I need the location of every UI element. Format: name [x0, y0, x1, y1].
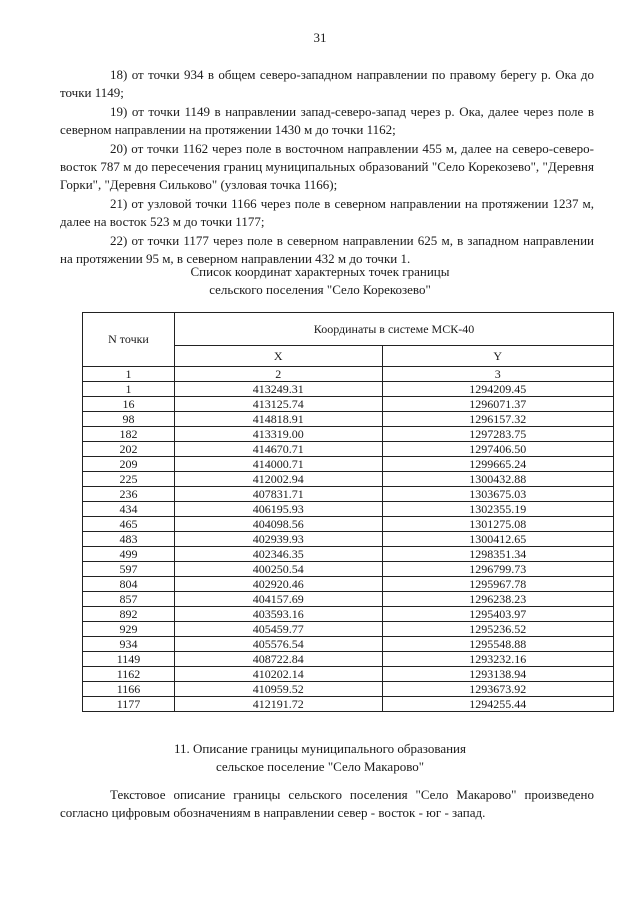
header-y: Y [382, 346, 613, 367]
cell-x: 413319.00 [175, 427, 383, 442]
table-row [83, 697, 614, 712]
cell-point-number: 225 [83, 472, 175, 487]
column-number-3: 3 [382, 367, 613, 382]
cell-y: 1295236.52 [382, 622, 613, 637]
cell-y: 1295548.88 [382, 637, 613, 652]
paragraph-22: 22) от точки 1177 через поле в северном направлении 625 м, в западном направлении на протяжении 95 м, в северном направлении 432 м до точки 1. [60, 233, 594, 266]
cell-point-number: 934 [83, 637, 175, 652]
cell-y: 1296238.23 [382, 592, 613, 607]
cell-point-number: 1177 [83, 697, 175, 712]
cell-y: 1293232.16 [382, 652, 613, 667]
cell-x: 414000.71 [175, 457, 383, 472]
table-row [83, 427, 614, 442]
cell-point-number: 209 [83, 457, 175, 472]
cell-point-number: 465 [83, 517, 175, 532]
cell-y: 1297406.50 [382, 442, 613, 457]
cell-point-number: 1166 [83, 682, 175, 697]
table-body [83, 382, 614, 712]
cell-point-number: 182 [83, 427, 175, 442]
table-row [83, 637, 614, 652]
cell-point-number: 1149 [83, 652, 175, 667]
cell-y: 1294255.44 [382, 697, 613, 712]
table-row [83, 532, 614, 547]
cell-y: 1299665.24 [382, 457, 613, 472]
page-number: 31 [313, 30, 327, 45]
cell-x: 413249.31 [175, 382, 383, 397]
table-row [83, 397, 614, 412]
cell-y: 1293138.94 [382, 667, 613, 682]
cell-y: 1298351.34 [382, 547, 613, 562]
paragraph-18: 18) от точки 934 в общем северо-западном направлении по правому берегу р. Ока до точки 1149; [60, 67, 594, 100]
cell-point-number: 1162 [83, 667, 175, 682]
coordinates-table [82, 312, 614, 712]
cell-point-number: 1 [83, 382, 175, 397]
cell-y: 1295967.78 [382, 577, 613, 592]
cell-point-number: 202 [83, 442, 175, 457]
table-row [83, 622, 614, 637]
header-coordinate-system: Координаты в системе МСК-40 [175, 313, 614, 346]
table-row [83, 502, 614, 517]
closing-text [60, 786, 594, 822]
cell-x: 413125.74 [175, 397, 383, 412]
column-number-2: 2 [175, 367, 383, 382]
cell-y: 1301275.08 [382, 517, 613, 532]
section-title-line-1: 11. Описание границы муниципального образования [173, 741, 466, 756]
cell-y: 1295403.97 [382, 607, 613, 622]
cell-point-number: 857 [83, 592, 175, 607]
closing-paragraph: Текстовое описание границы сельского поселения "Село Макарово" произведено согласно цифровым обозначениям в направлении север - восток - юг - запад. [60, 787, 594, 820]
section-title [0, 740, 640, 776]
cell-x: 414818.91 [175, 412, 383, 427]
cell-y: 1297283.75 [382, 427, 613, 442]
cell-x: 402920.46 [175, 577, 383, 592]
table-title-line-2: сельского поселения "Село Корекозево" [209, 282, 431, 297]
cell-point-number: 597 [83, 562, 175, 577]
cell-point-number: 483 [83, 532, 175, 547]
cell-y: 1296799.73 [382, 562, 613, 577]
cell-y: 1300432.88 [382, 472, 613, 487]
paragraph-20: 20) от точки 1162 через поле в восточном направлении 455 м, далее на северо-северо-восток 787 м до пересечения границ муниципальных образований "Село Корекозево", "Деревня Горки", "Деревня Сильково" (узловая точка 1166); [60, 141, 594, 192]
table-row [83, 682, 614, 697]
cell-point-number: 929 [83, 622, 175, 637]
cell-x: 404157.69 [175, 592, 383, 607]
table-row [83, 547, 614, 562]
cell-point-number: 804 [83, 577, 175, 592]
section-title-line-2: сельское поселение "Село Макарово" [215, 759, 425, 774]
table-title-line-1: Список координат характерных точек границы [190, 264, 450, 279]
cell-x: 408722.84 [175, 652, 383, 667]
cell-x: 412002.94 [175, 472, 383, 487]
table-row [83, 652, 614, 667]
cell-y: 1296071.37 [382, 397, 613, 412]
table-row [83, 517, 614, 532]
cell-y: 1294209.45 [382, 382, 613, 397]
cell-y: 1296157.32 [382, 412, 613, 427]
cell-y: 1303675.03 [382, 487, 613, 502]
cell-y: 1302355.19 [382, 502, 613, 517]
cell-x: 412191.72 [175, 697, 383, 712]
table-row [83, 472, 614, 487]
cell-x: 402346.35 [175, 547, 383, 562]
table-row [83, 412, 614, 427]
table-row [83, 577, 614, 592]
cell-x: 400250.54 [175, 562, 383, 577]
cell-x: 405459.77 [175, 622, 383, 637]
cell-point-number: 98 [83, 412, 175, 427]
paragraph-21: 21) от узловой точки 1166 через поле в северном направлении на протяжении 1237 м, далее на восток 523 м до точки 1177; [60, 196, 594, 229]
column-number-1: 1 [83, 367, 175, 382]
cell-point-number: 236 [83, 487, 175, 502]
table-title [0, 263, 640, 299]
paragraph-19: 19) от точки 1149 в направлении запад-северо-запад через р. Ока, далее через поле в северном направлении на протяжении 1430 м до точки 1162; [60, 104, 594, 137]
header-x: X [175, 346, 383, 367]
cell-x: 403593.16 [175, 607, 383, 622]
header-point-number: N точки [83, 313, 175, 367]
cell-x: 406195.93 [175, 502, 383, 517]
cell-point-number: 434 [83, 502, 175, 517]
cell-y: 1300412.65 [382, 532, 613, 547]
table-row [83, 592, 614, 607]
cell-point-number: 16 [83, 397, 175, 412]
cell-point-number: 499 [83, 547, 175, 562]
table-row [83, 442, 614, 457]
cell-x: 407831.71 [175, 487, 383, 502]
cell-x: 404098.56 [175, 517, 383, 532]
table-row [83, 457, 614, 472]
cell-y: 1293673.92 [382, 682, 613, 697]
cell-x: 410959.52 [175, 682, 383, 697]
table-row [83, 562, 614, 577]
table-row [83, 667, 614, 682]
boundary-description [60, 66, 594, 269]
cell-x: 414670.71 [175, 442, 383, 457]
cell-x: 410202.14 [175, 667, 383, 682]
cell-point-number: 892 [83, 607, 175, 622]
cell-x: 402939.93 [175, 532, 383, 547]
table-row [83, 487, 614, 502]
cell-x: 405576.54 [175, 637, 383, 652]
table-row [83, 382, 614, 397]
table-row [83, 607, 614, 622]
